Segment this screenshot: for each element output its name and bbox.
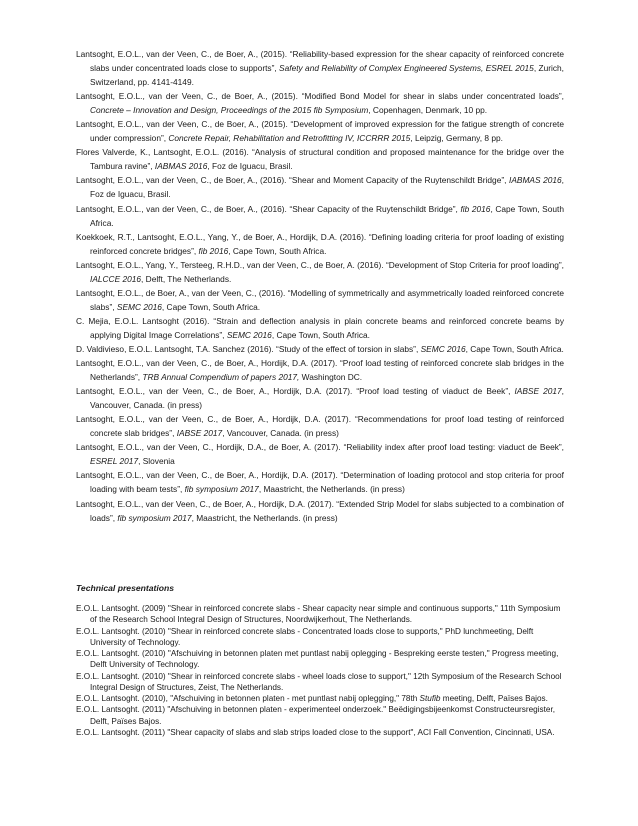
entry-text: Lantsoght, E.O.L., van der Veen, C., de Boer, A., Hordijk, D.A. (2017). “Determination of loading protocol and stop criteria for proof loading with beam tests”, xyxy=(76,470,564,495)
reference-entry xyxy=(76,117,564,145)
entry-text: Lantsoght, E.O.L., van der Veen, C., de Boer, A., (2016). “Shear Capacity of the Ruytenschildt Bridge”, xyxy=(76,203,461,214)
presentation-entry xyxy=(76,704,564,727)
presentation-entry xyxy=(76,626,564,649)
entry-text: Lantsoght, E.O.L., van der Veen, C., de Boer, A., (2015). “Reliability-based expression for the shear capacity of reinforced concrete slabs under concentrated loads close to supports”, xyxy=(76,49,564,74)
entry-text: , Maastricht, the Netherlands. (in press) xyxy=(258,484,405,495)
reference-entry xyxy=(76,230,564,258)
reference-entry xyxy=(76,314,564,342)
entry-text: E.O.L. Lantsoght. (2010), "Afschuiving in betonnen platen - met puntlast nabij oplegging," 78th xyxy=(76,694,420,703)
reference-entry xyxy=(76,440,564,468)
venue-text: IABSE 2017 xyxy=(176,428,223,439)
venue-text: Safety and Reliability of Complex Engineered Systems, ESREL 2015 xyxy=(279,63,534,74)
entry-text: , Cape Town, South Africa. xyxy=(271,329,370,340)
presentation-entry xyxy=(76,648,564,671)
entry-text: Lantsoght, E.O.L., van der Veen, C., de Boer, A., Hordijk, D.A. (2017). “Proof load testing of viaduct de Beek”, xyxy=(76,386,515,397)
entry-text: , Slovenia xyxy=(138,456,175,467)
entry-text: , Cape Town, South Africa. xyxy=(161,301,261,312)
reference-entry xyxy=(76,497,564,525)
reference-entry xyxy=(76,89,564,117)
entry-text: , Delft, The Netherlands. xyxy=(141,273,232,284)
reference-entry xyxy=(76,286,564,314)
entry-text: E.O.L. Lantsoght. (2011) "Shear capacity of slabs and slab strips loaded close to the support", ACI Fall Convention, Cincinnati, USA. xyxy=(76,727,555,737)
entry-text: Lantsoght, E.O.L., van der Veen, C., de Boer, A., (2015). “Modified Bond Model for shear in slabs under concentrated loads”, xyxy=(76,91,564,102)
entry-text: , Foz de Iguacu, Brasil. xyxy=(90,175,564,200)
section-title: Technical presentations xyxy=(76,583,175,593)
reference-entry xyxy=(76,258,564,286)
venue-text: IABMAS 2016 xyxy=(509,175,562,186)
venue-text: fib 2016 xyxy=(198,245,229,256)
reference-entry xyxy=(76,412,564,440)
entry-text: Lantsoght, E.O.L., van der Veen, C., de Boer, A., Hordijk, D.A. (2017). “Extended Strip Model for slabs subjected to a combination of loads”, xyxy=(76,498,564,523)
venue-text: IABSE 2017 xyxy=(514,386,562,397)
entry-text: , Cape Town, South Africa. xyxy=(228,245,327,256)
reference-entry xyxy=(76,342,564,356)
reference-entry xyxy=(76,468,564,496)
entry-text: Washington DC. xyxy=(299,372,363,383)
venue-text: IALCCE 2016 xyxy=(90,273,142,284)
entry-text: E.O.L. Lantsoght. (2011) "Afschuiving in betonnen platen - experimenteel onderzoek." Beëdigingsbijeenkomst Constructeursregister, Delft, Païses Bajos. xyxy=(76,705,555,726)
entry-text: meeting, Delft, Païses Bajos. xyxy=(440,694,548,703)
venue-text: TRB Annual Compendium of papers 2017, xyxy=(142,372,300,383)
entry-text: , Maastricht, the Netherlands. (in press) xyxy=(191,512,338,523)
venue-text: ESREL 2017 xyxy=(90,456,139,467)
reference-list xyxy=(76,47,564,525)
venue-text: Concrete – Innovation and Design, Proceedings of the 2015 fib Symposium xyxy=(90,105,369,116)
entry-text: E.O.L. Lantsoght. (2010) "Shear in reinforced concrete slabs - wheel loads close to support," 12th Symposium of the Research School Integral Design of Structures, Zeist, The Netherlands. xyxy=(76,671,562,692)
entry-text: Lantsoght, E.O.L., van der Veen, C., de Boer, A., Hordijk, D.A. (2017). “Proof load testing of reinforced concrete slab bridges in the Netherlands”, xyxy=(76,358,564,383)
reference-entry xyxy=(76,47,564,89)
entry-text: , Cape Town, South Africa. xyxy=(90,203,564,228)
entry-text: Lantsoght, E.O.L., de Boer, A., van der Veen, C., (2016). “Modelling of symmetrically and asymmetrically loaded reinforced concrete slabs”, xyxy=(76,287,564,312)
venue-text: fib symposium 2017 xyxy=(184,484,259,495)
entry-text: , Vancouver, Canada. (in press) xyxy=(90,386,564,411)
entry-text: , Zurich, Switzerland, pp. 4141-4149. xyxy=(90,63,565,88)
entry-text: C. Mejia, E.O.L. Lantsoght (2016). “Strain and deflection analysis in plain concrete beams and reinforced concrete beams by applying Digital Image Correlations”, xyxy=(76,315,564,340)
presentation-entry xyxy=(76,603,564,626)
entry-text: , Foz de Iguacu, Brasil. xyxy=(207,161,293,172)
entry-text: Lantsoght, E.O.L., van der Veen, C., de Boer, A., Hordijk, D.A. (2017). “Recommendations for proof load testing of reinforced concrete slab bridges”, xyxy=(76,414,564,439)
venue-text: Concrete Repair, Rehabilitation and Retrofitting IV, ICCRRR 2015 xyxy=(168,133,411,144)
entry-text: , Cape Town, South Africa. xyxy=(465,343,564,354)
entry-text: , Vancouver, Canada. (in press) xyxy=(222,428,339,439)
entry-text: Lantsoght, E.O.L., van der Veen, C., Hordijk, D.A., de Boer, A. (2017). “Reliability index after proof load testing: viaduct de Beek”, xyxy=(76,442,564,453)
entry-text: Lantsoght, E.O.L., van der Veen, C., de Boer, A., (2015). “Development of improved expression for the fatigue strength of concrete under compression”, xyxy=(76,119,564,144)
venue-text: SEMC 2016 xyxy=(226,329,272,340)
venue-text: SEMC 2016 xyxy=(420,343,466,354)
entry-text: Lantsoght, E.O.L., van der Veen, C., de Boer, A., (2016). “Shear and Moment Capacity of the Ruytenschildt Bridge”, xyxy=(76,175,509,186)
entry-text: E.O.L. Lantsoght. (2009) "Shear in reinforced concrete slabs - Shear capacity near simple and continuous supports," 11th Symposium of the Research School Integral Design of Structures, Noordwijkerhout, The Netherlands. xyxy=(76,604,561,625)
entry-text: E.O.L. Lantsoght. (2010) "Shear in reinforced concrete slabs - Concentrated loads close to supports," PhD lunchmeeting, Delft University of Technology. xyxy=(76,626,534,647)
reference-entry xyxy=(76,145,564,173)
entry-text: Koekkoek, R.T., Lantsoght, E.O.L., Yang, Y., de Boer, A., Hordijk, D.A. (2016). “Defining loading criteria for proof loading of existing reinforced concrete bridges”, xyxy=(76,231,564,256)
entry-text: , Copenhagen, Denmark, 10 pp. xyxy=(368,105,488,116)
entry-text: , Leipzig, Germany, 8 pp. xyxy=(410,133,503,144)
entry-text: Flores Valverde, K., Lantsoght, E.O.L. (2016). “Analysis of structural condition and proposed maintenance for the bridge over the Tambura ravine”, xyxy=(76,147,564,172)
reference-entry xyxy=(76,202,564,230)
reference-entry xyxy=(76,173,564,201)
venue-text: fib symposium 2017 xyxy=(117,512,192,523)
entry-text: Lantsoght, E.O.L., Yang, Y., Tersteeg, R.H.D., van der Veen, C., de Boer, A. (2016). “Development of Stop Criteria for proof loading”, xyxy=(76,259,564,270)
venue-text: IABMAS 2016 xyxy=(154,161,208,172)
reference-entry xyxy=(76,356,564,384)
entry-text: E.O.L. Lantsoght. (2010) "Afschuiving in betonnen platen met puntlast nabij oplegging - Bespreking eerste testen," Progress meeting, Delft University of Technology. xyxy=(76,649,559,670)
presentation-entry xyxy=(76,671,564,694)
venue-text: SEMC 2016 xyxy=(116,301,162,312)
venue-text: fib 2016 xyxy=(460,203,491,214)
presentation-list xyxy=(76,603,564,738)
entry-text: D. Valdivieso, E.O.L. Lantsoght, T.A. Sanchez (2016). “Study of the effect of torsion in slabs”, xyxy=(76,343,421,354)
presentation-entry xyxy=(76,693,564,704)
venue-text: Stufib xyxy=(419,694,441,703)
reference-entry xyxy=(76,384,564,412)
presentation-entry xyxy=(76,727,564,738)
